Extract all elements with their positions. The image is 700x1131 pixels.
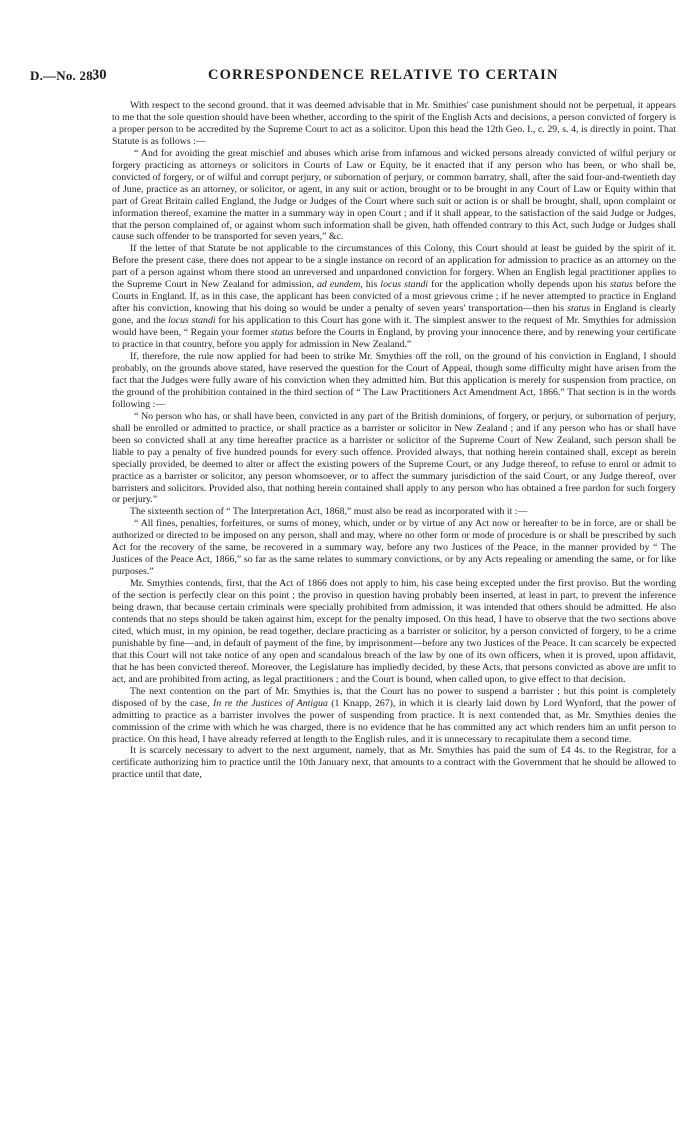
paragraph: It is scarcely necessary to advert to the next argument, namely, that as Mr. Smythies has paid the sum of £4 4s. to the Registrar, for a certificate authorizing him to practice until the 10th January next, that amounts to a contract with the Government that he should be allowed to practice until that date,	[112, 745, 676, 781]
paragraph: Mr. Smythies contends, first, that the Act of 1866 does not apply to him, his case being excepted under the first proviso. But the wording of the section is perfectly clear on this point ; the proviso in question having probably been inserted, at least in part, to prevent the inference being drawn, that because certain criminals were specially prohibited from admission, it was intended that others should be admitted. He also contends that no steps should be taken against him, except for the penalty imposed. On this head, I have to observe that the two sections above cited, which must, in my opinion, be read together, declare practicing as a barrister or solicitor, by a person convicted of forgery, to be a crime punishable by fine—and, in default of payment of the fine, by imprisonment—before any two Justices of the Peace. It can scarcely be expected that this Court will not take notice of any open and scandalous breach of the law by one of its own officers, when it is proved, upon affidavit, that he has been convicted thereof. Moreover, the Legislature has impliedly decided, by these Acts, that persons convicted as above are unfit to act, and are prohibited from acting, as legal practitioners ; and the Court is bound, when called upon, to give effect to that decision.	[112, 578, 676, 685]
statute-quote: “ And for avoiding the great mischief and abuses which arise from infamous and wicked persons already convicted of wilful perjury or forgery practicing as attorneys or solicitors in Courts of Law or Equity, be it enacted that if any person who has been, or who shall be, convicted of forgery, or of wilful and corrupt perjury, or subornation of perjury, or common barratry, shall, after the said four-and-twentieth day of June, practice as an attorney, or solicitor, or agent, in any suit or action, brought or to be brought in any Court of Law or Equity within that part of Great Britain called England, the Judge or Judges of the Court where such suit or action is or shall be brought, shall, upon complaint or information thereof, examine the matter in a summary way in open Court ; and if it shall appear, to the satisfaction of the said Judge or Judges, that the person complained of, or against whom such information shall be given, hath offended contrary to this Act, such Judge or Judges shall cause such offender to be transported for seven years,” &c.	[112, 147, 676, 243]
page-number: 30	[92, 67, 107, 83]
paragraph: The sixteenth section of “ The Interpretation Act, 1868,” must also be read as incorporated with it :—	[130, 506, 528, 518]
document-reference: D.—No. 28.	[30, 68, 97, 83]
paragraph: With respect to the second ground. that it was deemed advisable that in Mr. Smithies' case punishment should not be perpetual, it appears to me that the sole question should have been whether, according to the spirit of the English Acts and decisions, a person convicted of forgery is a proper person to be accredited by the Supreme Court to act as a solicitor. Upon this head the 12th Geo. I., c. 29, s. 4, is directly in point. That Statute is as follows :—	[112, 100, 676, 147]
paragraph: The next contention on the part of Mr. Smythies is, that the Court has no power to suspend a barrister ; but this point is completely disposed of by the case, In re the Justices of Antigua (1 Knapp, 267), in which it is clearly laid down by Lord Wynford, that the power of admitting to practice as a barrister involves the power of suspending from practice. It is next contended that, as Mr. Smythies denies the commission of the crime with which he was charged, there is no evidence that he has committed any act which renders him an unfit person to practice. On this head, I have already referred at length to the English rules, and it is unnecessary to recapitulate them a second time.	[112, 685, 676, 745]
page-header	[0, 68, 700, 88]
paragraph: If, therefore, the rule now applied for had been to strike Mr. Smythies off the roll, on the ground of his conviction in England, I should probably, on the grounds above stated, have reserved the question for the Court of Appeal, though some difficulty might have arisen from the fact that the Judges were fully aware of his conviction when they admitted him. But this application is merely for suspension from practice, on the ground of the prohibition contained in the third section of “ The Law Practitioners Act Amendment Act, 1866.” That section is in the words following :—	[112, 351, 676, 410]
paragraph: If the letter of that Statute be not applicable to the circumstances of this Colony, this Court should at least be guided by the spirit of it. Before the present case, there does not appear to be a single instance on record of an application for admission to practice as an attorney on the part of a person against whom there stood an unreversed and unpardoned conviction for forgery. When an English legal practitioner applies to the Supreme Court in New Zealand for admission, ad eundem, his locus standi for the application wholly depends upon his status before the Courts in England. If, as in this case, the applicant has been convicted of a most grievous crime ; if he never attempted to practice in England after his conviction, knowing that his doing so would be under a penalty of seven years' transportation—then his status in England is clearly gone, and the locus standi for his application to this Court has gone with it. The simplest answer to the request of Mr. Smythies for admission would have been, “ Regain your former status before the Courts in England, by proving your innocence there, and by renewing your certificate to practice in that country, before you apply for admission in New Zealand.”	[112, 243, 676, 351]
statute-quote: “ No person who has, or shall have been, convicted in any part of the British dominions, of forgery, or perjury, or subornation of perjury, shall be enrolled or admitted to practice, or shall practice as a barrister or solicitor in New Zealand ; and if any person who has or shall have been so convicted shall at any time hereafter practice as a barrister or solicitor of the Supreme Court of New Zealand, such person shall be liable to pay a penalty of five hundred pounds for every such offence. Provided always, that nothing herein contained shall, except as herein specially provided, be deemed to alter or affect the existing powers of the Supreme Court, or any Judge thereof, to refuse to enrol or admit to practice as a barrister or solicitor, any person whomsoever, or to affect the summary jurisdiction of the said Court, or any Judge thereof, over barristers and solicitors. Provided also, that nothing herein contained shall apply to any person who has obtained a free pardon for such forgery or perjury.”	[112, 410, 676, 506]
body-text	[112, 100, 676, 781]
running-title: CORRESPONDENCE RELATIVE TO CERTAIN	[208, 67, 559, 83]
statute-quote: “ All fines, penalties, forfeitures, or sums of money, which, under or by virtue of any Act now or hereafter to be in force, are or shall be authorized or directed to be imposed on any person, shall and may, where no other form or mode of procedure is or shall be prescribed by such Act for the recovery of the same, be recovered in a summary way, before any two Justices of the Peace, in the manner provided by “ The Justices of the Peace Act, 1866,” so far as the same relates to summary convictions, or by any Acts repealing or amending the same, or for like purposes.”	[112, 518, 676, 578]
